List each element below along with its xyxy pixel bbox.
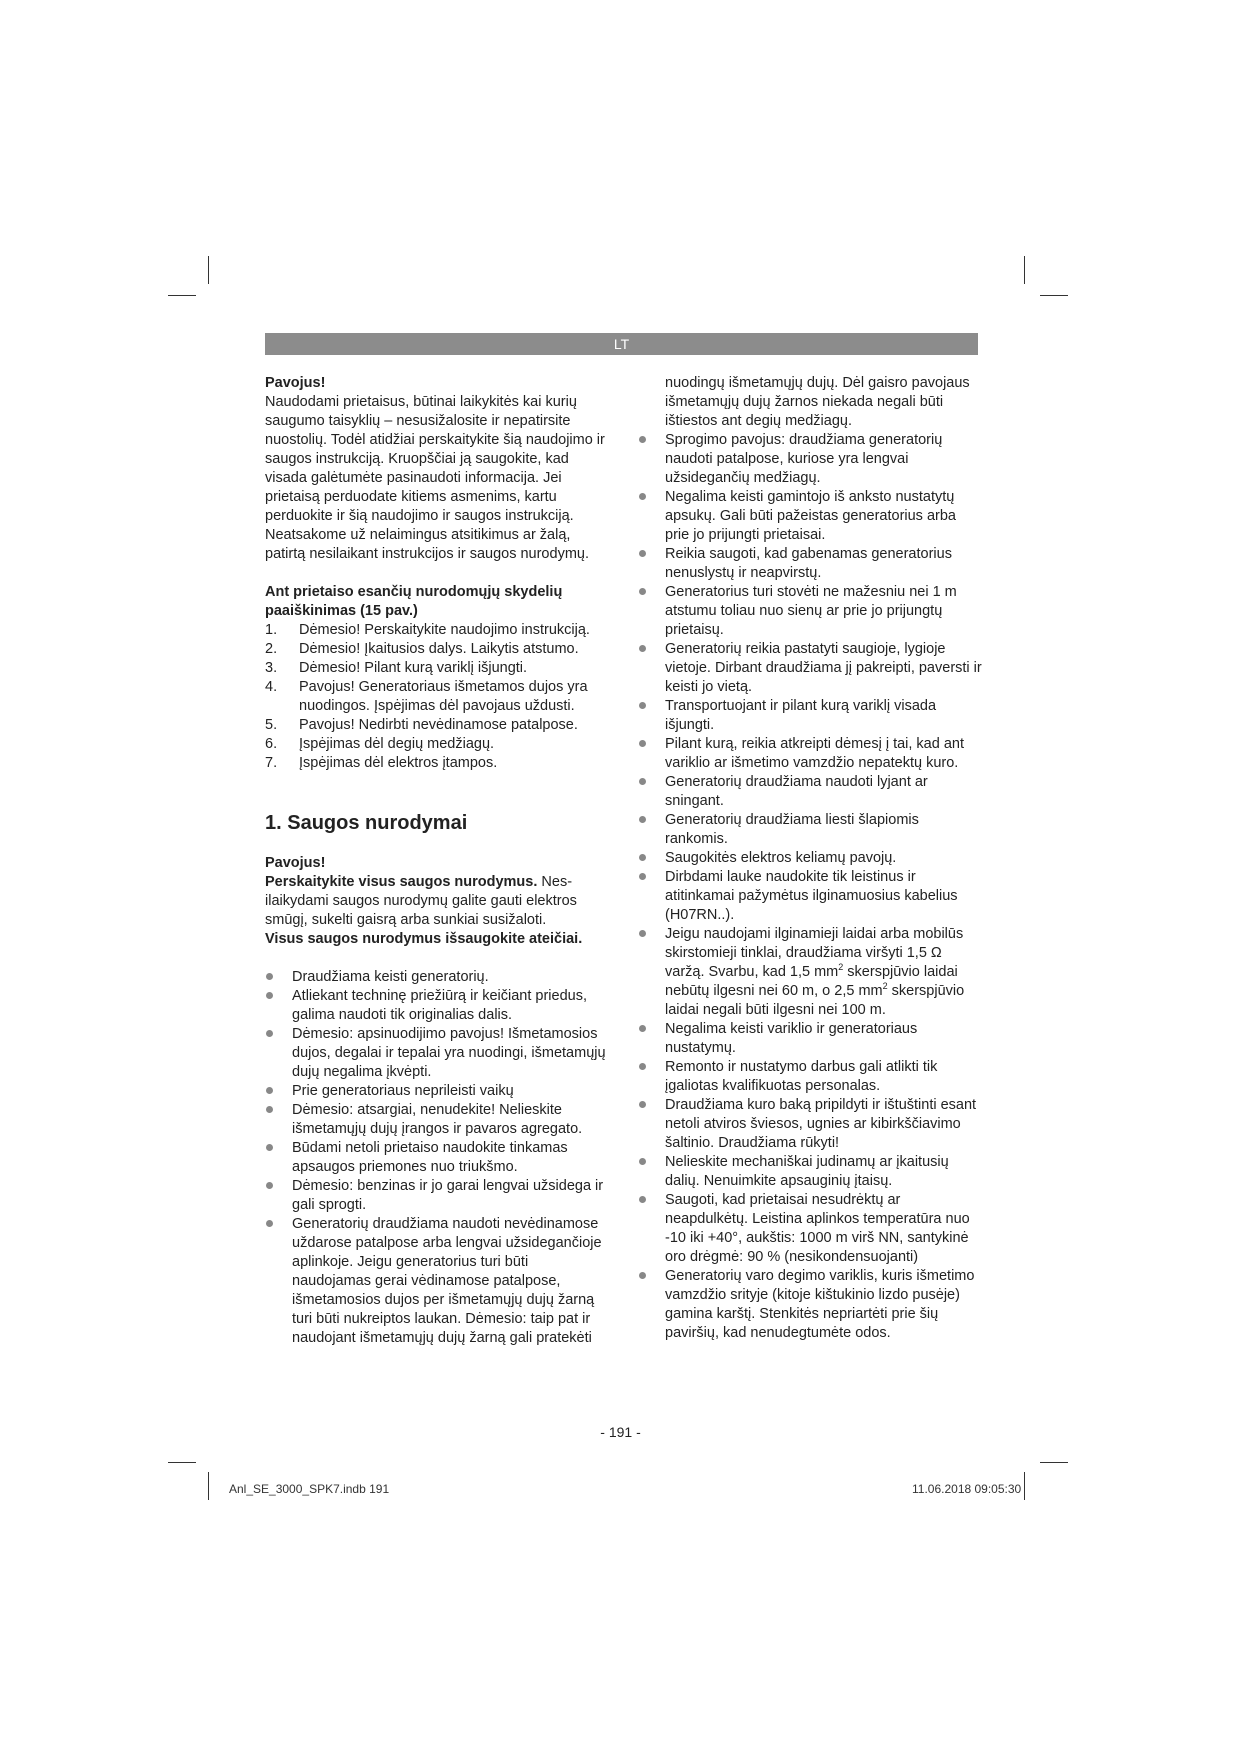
page-number: - 191 -: [600, 1424, 641, 1440]
list-item: Generatorių draudžiama naudoti lyjant ar sningant.: [638, 773, 983, 811]
list-item: Atliekant techninę priežiūrą ir keičiant priedus, galima naudoti tik originalias dalis.: [265, 987, 610, 1025]
intro-paragraph: Naudodami prietaisus, būtinai laikykitės kai kurių saugumo taisyklių – nesusižalosite ir nepatirsite nuostolių. Todėl atidžiai perskaitykite šią naudojimo ir saugos instrukciją. Kruopščiai ją saugokite, kad visada galėtumėte pasinaudoti informacija. Jei prietaisą perduodate kitiems asmenims, kartu perduokite ir šią naudojimo ir saugos instrukciją. Neatsakome už nelaimingus atsitikimus ar žalą, patirtą nesilaikant instrukcijos ir saugos nurodymų.: [265, 394, 605, 562]
bullet-icon: [266, 1087, 273, 1094]
crop-mark: [168, 295, 196, 296]
continuation-text: nuodingų išmetamųjų dujų. Dėl gaisro pavojaus išmetamųjų dujų žarnos niekada negali būti ištiestos ant degių medžiagų.: [665, 375, 970, 429]
safety-list: [265, 968, 610, 1348]
list-item: Negalima keisti gamintojo iš anksto nustatytų apsukų. Gali būti pažeistas generatorius arba prie jo prijungti prietaisai.: [638, 488, 983, 545]
list-item: Generatorių varo degimo variklis, kuris išmetimo vamzdžio srityje (kitoje kištukinio lizdo pusėje) gamina karštį. Stenkitės nepriartėti prie šių paviršių, kad nenudegtumėte odos.: [638, 1267, 983, 1343]
bullet-icon: [639, 816, 646, 823]
list-item: Saugoti, kad prietaisai nesudrėktų ar neapdulkėtų. Leistina aplinkos temperatūra nuo -10 iki +40°, aukštis: 1000 m virš NN, santykinė oro drėgmė: 90 % (nesikondensuojanti): [638, 1191, 983, 1267]
list-item: Draudžiama kuro baką pripildyti ir ištuštinti esant netoli atviros šviesos, ugnies ar kibirkščiavimo šaltinio. Draudžiama rūkyti!: [638, 1096, 983, 1153]
list-item: 3. Dėmesio! Pilant kurą variklį išjungti.: [265, 660, 528, 676]
list-item: Dirbdami lauke naudokite tik leistinus ir atitinkamai pažymėtus ilginamuosius kabelius (H07RN..).: [638, 868, 983, 925]
left-column: [265, 374, 610, 1348]
bullet-icon: [639, 1063, 646, 1070]
crop-mark: [168, 1462, 196, 1463]
list-item: Saugokitės elektros keliamų pavojų.: [638, 849, 983, 868]
bullet-icon: [639, 550, 646, 557]
bullet-icon: [639, 645, 646, 652]
danger-paragraph: Perskaitykite visus saugos nurodymus. Nesilaikydami saugos nurodymų galite gauti elektros smūgį, sukelti gaisrą arba sunkiai susižaloti.: [265, 874, 577, 928]
list-item: Nelieskite mechaniškai judinamų ar įkaitusių dalių. Nenuimkite apsauginių įtaisų.: [638, 1153, 983, 1191]
list-item: Dėmesio: atsargiai, nenudekite! Nelieskite išmetamųjų dujų įrangos ir pavaros agregato.: [265, 1101, 610, 1139]
language-header-bar: LT: [265, 333, 978, 355]
right-column: [638, 374, 983, 1343]
list-item: Jeigu naudojami ilginamieji laidai arba mobilūs skirstomieji tinklai, draudžiama viršyti 1,5 Ω varžą. Svarbu, kad 1,5 $mm^2$ skerspjūvio laidai nebūtų ilgesni nei 60 m, o 2,5 $mm^2$ skerspjūvio laidai negali būti ilgesni nei 100 m.: [638, 925, 983, 1020]
list-item: Prie generatoriaus neprileisti vaikų: [265, 1082, 610, 1101]
list-item: Generatorius turi stovėti ne mažesniu nei 1 m atstumu toliau nuo sienų ar prie jo prijungtų prietaisų.: [638, 583, 983, 640]
list-item: Generatorių reikia pastatyti saugioje, lygioje vietoje. Dirbant draudžiama jį pakreipti, paversti ir keisti jo vietą.: [638, 640, 983, 697]
bullet-icon: [639, 930, 646, 937]
bullet-icon: [639, 702, 646, 709]
list-item: 2. Dėmesio! Įkaitusios dalys. Laikytis atstumo.: [265, 641, 579, 657]
list-item: 5. Pavojus! Nedirbti nevėdinamose patalpose.: [265, 717, 578, 733]
bullet-icon: [639, 778, 646, 785]
list-item: Būdami netoli prietaiso naudokite tinkamas apsaugos priemones nuo triukšmo.: [265, 1139, 610, 1177]
list-item: Dėmesio: apsinuodijimo pavojus! Išmetamosios dujos, degalai ir tepalai yra nuodingi, išmetamųjų dujų negalima įkvėpti.: [265, 1025, 610, 1082]
list-item: Remonto ir nustatymo darbus gali atlikti tik įgaliotas kvalifikuotas personalas.: [638, 1058, 983, 1096]
bullet-icon: [266, 1144, 273, 1151]
list-item: Sprogimo pavojus: draudžiama generatorių naudoti patalpose, kuriose yra lengvai užsidegančių medžiagų.: [638, 431, 983, 488]
crop-mark: [1040, 1462, 1068, 1463]
list-item: Reikia saugoti, kad gabenamas generatorius nenuslystų ir neapvirstų.: [638, 545, 983, 583]
bullet-icon: [639, 436, 646, 443]
list-item: 1. Dėmesio! Perskaitykite naudojimo instrukciją.: [265, 622, 590, 638]
bullet-icon: [639, 493, 646, 500]
footer-timestamp: 11.06.2018 09:05:30: [912, 1482, 1022, 1496]
bullet-icon: [639, 1196, 646, 1203]
bullet-icon: [639, 873, 646, 880]
bullet-icon: [639, 854, 646, 861]
crop-mark: [1024, 256, 1025, 284]
list-item: Negalima keisti variklio ir generatoriaus nustatymų.: [638, 1020, 983, 1058]
bullet-icon: [266, 992, 273, 999]
list-item: 4. Pavojus! Generatoriaus išmetamos dujos yra nuodingos. Įspėjimas dėl pavojaus uždusti.: [265, 679, 588, 714]
list-item: Pilant kurą, reikia atkreipti dėmesį į tai, kad ant variklio ar išmetimo vamzdžio nepatektų kuro.: [638, 735, 983, 773]
bullet-icon: [639, 588, 646, 595]
crop-mark: [208, 256, 209, 284]
bullet-icon: [639, 1158, 646, 1165]
bullet-icon: [639, 1101, 646, 1108]
bullet-icon: [639, 1025, 646, 1032]
bullet-icon: [266, 1220, 273, 1227]
bullet-icon: [266, 1182, 273, 1189]
crop-mark: [1040, 295, 1068, 296]
panel-list: [265, 621, 610, 773]
bullet-icon: [639, 1272, 646, 1279]
list-item: Transportuojant ir pilant kurą variklį visada išjungti.: [638, 697, 983, 735]
list-item: Dėmesio: benzinas ir jo garai lengvai užsidega ir gali sprogti.: [265, 1177, 610, 1215]
bullet-icon: [266, 1030, 273, 1037]
list-item: Draudžiama keisti generatorių.: [265, 968, 610, 987]
section-title: 1. Saugos nurodymai: [265, 812, 468, 834]
crop-mark: [208, 1472, 209, 1500]
panel-heading: Ant prietaiso esančių nurodomųjų skydelių paaiškinimas (15 pav.): [265, 584, 563, 619]
bullet-icon: [639, 740, 646, 747]
list-item: Generatorių draudžiama liesti šlapiomis rankomis.: [638, 811, 983, 849]
list-item: Generatorių draudžiama naudoti nevėdinamose uždarose patalpose arba lengvai užsidegančioje aplinkoje. Jeigu generatorius turi būti naudojamas gerai vėdinamose patalpose, išmetamosios dujos per išmetamųjų dujų žarną turi būti nukreiptos laukan. Dėmesio: taip pat ir naudojant išmetamųjų dujų žarną gali pratekėti: [265, 1215, 610, 1348]
bullet-icon: [266, 1106, 273, 1113]
danger-save-note: Visus saugos nurodymus išsaugokite ateičiai.: [265, 931, 583, 947]
safety-list: [638, 431, 983, 1343]
danger-heading: Pavojus!: [265, 375, 326, 391]
bullet-icon: [266, 973, 273, 980]
footer-filename: Anl_SE_3000_SPK7.indb 191: [229, 1482, 390, 1496]
danger-heading: Pavojus!: [265, 855, 326, 871]
list-item: 7. Įspėjimas dėl elektros įtampos.: [265, 755, 498, 771]
list-item: 6. Įspėjimas dėl degių medžiagų.: [265, 736, 495, 752]
crop-mark: [1024, 1472, 1025, 1500]
